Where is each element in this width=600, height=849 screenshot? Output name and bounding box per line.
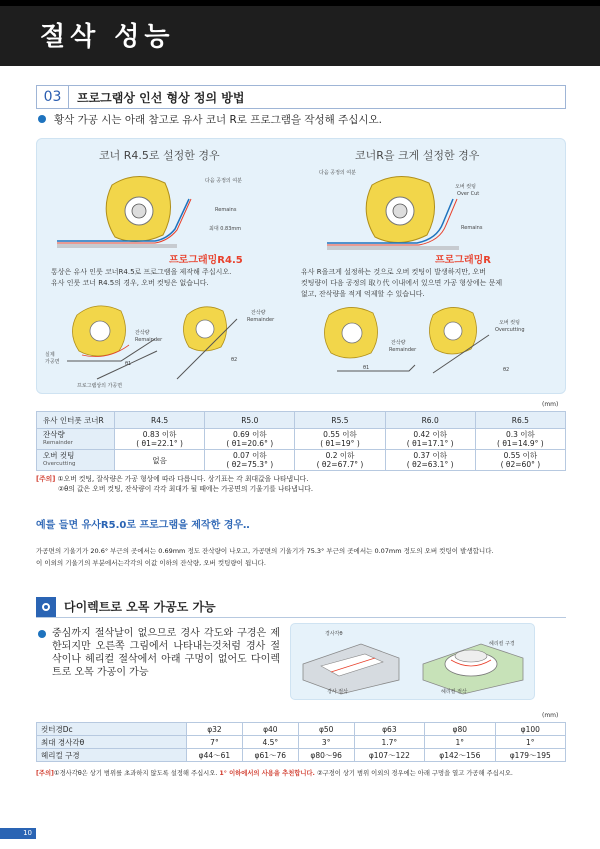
table-cell: φ107〜122 <box>354 749 424 762</box>
table-header-cell: 유사 인터폿 코너R <box>37 412 115 429</box>
table-cell: 7° <box>187 736 243 749</box>
table-cell: 4.5° <box>242 736 298 749</box>
table-cell: 1.7° <box>354 736 424 749</box>
section2-title: 다이렉트로 오목 가공도 가능 <box>64 600 216 614</box>
cutter-table <box>36 722 566 762</box>
theta1-right: θ1 <box>363 365 370 371</box>
table-row <box>37 749 566 762</box>
right-panel-title: 코너R을 크게 설정한 경우 <box>355 149 480 162</box>
left-max: 최대 0.83mm <box>209 226 242 232</box>
table-cell: 1° <box>425 736 495 749</box>
bullet-dot-icon <box>38 115 46 123</box>
right-overcut-ko: 오버 컷팅 <box>455 184 476 190</box>
left-remainder2-en: Remainder <box>247 317 275 323</box>
right-insert-icon <box>327 176 459 250</box>
row-label: 컷터경Dc <box>37 723 187 736</box>
table-cell: 1° <box>495 736 565 749</box>
section-title: 프로그램상 인선 형상 정의 방법 <box>77 90 245 105</box>
table-cell: φ179〜195 <box>495 749 565 762</box>
table-row <box>37 450 566 471</box>
table-header-row <box>37 412 566 429</box>
actual-surface-label: 실제 가공면 <box>45 352 60 365</box>
table1-unit: (mm) <box>542 401 559 408</box>
table2-note <box>36 769 513 779</box>
helical-diameter-label: 헤리컬 구경 <box>489 641 515 647</box>
table-header-cell: R6.0 <box>385 412 475 429</box>
illustration-panel <box>36 138 566 394</box>
right-next-surface: 다음 공정의 여분 <box>319 170 356 176</box>
left-insert-icon <box>57 176 191 248</box>
example-line-1: 가공면의 기울기가 20.6° 부근의 곳에서는 0.69mm 정도 잔삭량이 나오고, 가공면의 기울기가 75.3° 부근의 곳에서는 0.07mm 정도의 오버 컷팅이 발생합니다. <box>36 547 494 555</box>
note-a: ①경사각θ은 상기 범위를 초과하지 않도록 설정해 주십시오. <box>53 770 218 777</box>
ramp-label: 경사 절삭 <box>327 689 348 695</box>
table-cell: 0.07 이하 ( θ2=75.3° ) <box>205 450 295 471</box>
right-program-label: 프로그래밍R <box>435 255 492 266</box>
table-row <box>37 429 566 450</box>
table-cell: φ61〜76 <box>242 749 298 762</box>
table-cell: 0.2 이하 ( θ2=67.7° ) <box>295 450 385 471</box>
section-title-box <box>36 85 566 109</box>
page-title: 절삭 성능 <box>40 22 175 52</box>
table-cell: 없음 <box>115 450 205 471</box>
note-1: ①오버 컷팅, 잘삭량은 가공 형상에 따라 다릅니다. 상기표는 각 최대값을 나타냅니다. <box>57 475 309 483</box>
program-surface-label: 프로그램상의 가공면 <box>77 383 123 389</box>
right-detail-insert2-icon <box>429 307 489 373</box>
table-cell: 0.55 이하 ( θ2=60° ) <box>475 450 565 471</box>
table-cell: φ44〜61 <box>187 749 243 762</box>
table-cell: φ80 <box>425 723 495 736</box>
table-cell: φ40 <box>242 723 298 736</box>
left-remainder2-ko: 잔삭량 <box>251 310 266 316</box>
ramp-helical-figure <box>290 623 535 700</box>
table-cell: 0.55 이하 ( θ1=19° ) <box>295 429 385 450</box>
table1-note <box>36 474 308 484</box>
overcutting-en: Overcutting <box>495 327 525 333</box>
row-label: 헤리컬 구경 <box>37 749 187 762</box>
table-cell: 0.83 이하 ( θ1=22.1° ) <box>115 429 205 450</box>
left-program-label: 프로그래밍R4.5 <box>169 255 243 266</box>
ramp-cut-icon <box>303 644 399 694</box>
theta1-left: θ1 <box>125 361 132 367</box>
table-cell: φ80〜96 <box>298 749 354 762</box>
right-remainder-en: Remainder <box>389 347 417 353</box>
table-cell: 3° <box>298 736 354 749</box>
table-cell: φ100 <box>495 723 565 736</box>
table-cell: 0.37 이하 ( θ2=63.1° ) <box>385 450 475 471</box>
header-top-bar <box>0 0 600 6</box>
left-desc-1: 통상은 유사 인룻 코너R4.5로 프로그램을 제작해 주십시오. <box>51 268 232 276</box>
note-c: ②구경이 상기 범위 이외의 경우에는 아래 구멍을 열고 가공해 주십시오. <box>316 770 513 777</box>
theta2-left: θ2 <box>231 357 238 363</box>
table-header-cell: R5.0 <box>205 412 295 429</box>
table-cell: φ32 <box>187 723 243 736</box>
table-cell: φ50 <box>298 723 354 736</box>
table-row <box>37 723 566 736</box>
left-detail-insert2-icon <box>177 307 237 379</box>
right-overcut-en: Over Cut <box>457 191 480 197</box>
helical-cut-label: 헤리컬 절삭 <box>441 689 467 695</box>
note-b: 1° 이하에서의 사용을 추천합니다. <box>219 770 315 777</box>
left-remainder-ko: 잔삭량 <box>135 330 150 336</box>
page-number: 10 <box>0 828 36 839</box>
section2-body: 중심까지 절삭날이 없으므로 경사 각도와 구경은 제한되지만 오른쪽 그림에서 나타내는것처럼 경사 절삭이나 헤리컬 절삭에서 아래 구멍이 없어도 다이렉트로 오목 가공이 가능 <box>52 628 280 678</box>
table-cell: 0.3 이하 ( θ1=14.9° ) <box>475 429 565 450</box>
note-tag: [주의] <box>36 770 54 777</box>
table-header-cell: R4.5 <box>115 412 205 429</box>
angle-label: 경사각θ <box>325 631 343 637</box>
left-remains: Remains <box>215 207 237 213</box>
right-remains: Remains <box>461 225 483 231</box>
right-remainder-ko: 잔삭량 <box>391 340 406 346</box>
example-title: 예를 들면 유사R5.0로 프로그램을 제작한 경우‥ <box>36 520 250 531</box>
left-remainder-en: Remainder <box>135 337 163 343</box>
example-paragraph <box>36 545 576 569</box>
example-line-2: 이 이외의 기울기의 부분에서는각각의 이값 이하의 잔삭량, 오버 컷팅량이 됩니다. <box>36 559 266 567</box>
section-number: 03 <box>37 86 69 108</box>
table-row <box>37 736 566 749</box>
left-panel-title: 코너 R4.5로 설정한 경우 <box>99 149 220 162</box>
table-cell: 0.69 이하 ( θ1=20.6° ) <box>205 429 295 450</box>
table-header-cell: R5.5 <box>295 412 385 429</box>
corner-r-table <box>36 411 566 471</box>
row-label: 오버 컷팅 Overcutting <box>37 450 115 471</box>
right-desc-1: 유사 R을크게 설정하는 것으로 오버 컷팅이 발생하지만, 오버 <box>301 268 486 276</box>
intro-bullet <box>38 112 382 127</box>
row-label: 최대 경사각θ <box>37 736 187 749</box>
row-label: 잔삭량 Remainder <box>37 429 115 450</box>
note-tag: [주의] <box>36 475 56 483</box>
intro-text: 황삭 가공 시는 아래 참고로 유사 코너 R로 프로그램을 작성해 주십시오. <box>54 114 383 126</box>
overcutting-ko: 오버 컷팅 <box>499 320 520 326</box>
left-next-surface: 다음 공정의 여분 <box>205 178 242 184</box>
table2-unit: (mm) <box>542 712 559 719</box>
section2-title-box <box>36 596 566 618</box>
right-desc-2: 컷팅량이 다음 공정의 取り代 이내에서 있으면 가공 형상에는 문제 <box>301 279 503 287</box>
table1-note-2: ②θ의 값은 오버 컷팅, 잔삭량이 각각 최대가 될 때에는 가공면의 기울기를 나타냅니다. <box>58 485 314 493</box>
table-cell: φ63 <box>354 723 424 736</box>
theta2-right: θ2 <box>503 367 510 373</box>
right-desc-3: 없고, 잔삭량을 적게 억제할 수 있습니다. <box>301 290 425 298</box>
helical-cut-icon <box>423 644 523 694</box>
page-header <box>0 0 600 66</box>
table-cell: 0.42 이하 ( θ1=17.1° ) <box>385 429 475 450</box>
section2-circle-icon <box>36 597 56 617</box>
left-desc-2: 유사 인룻 코너 R4.5의 경우, 오버 컷팅은 없습니다. <box>51 279 209 287</box>
table-cell: φ142〜156 <box>425 749 495 762</box>
bullet-dot-icon <box>38 630 46 638</box>
table-header-cell: R6.5 <box>475 412 565 429</box>
